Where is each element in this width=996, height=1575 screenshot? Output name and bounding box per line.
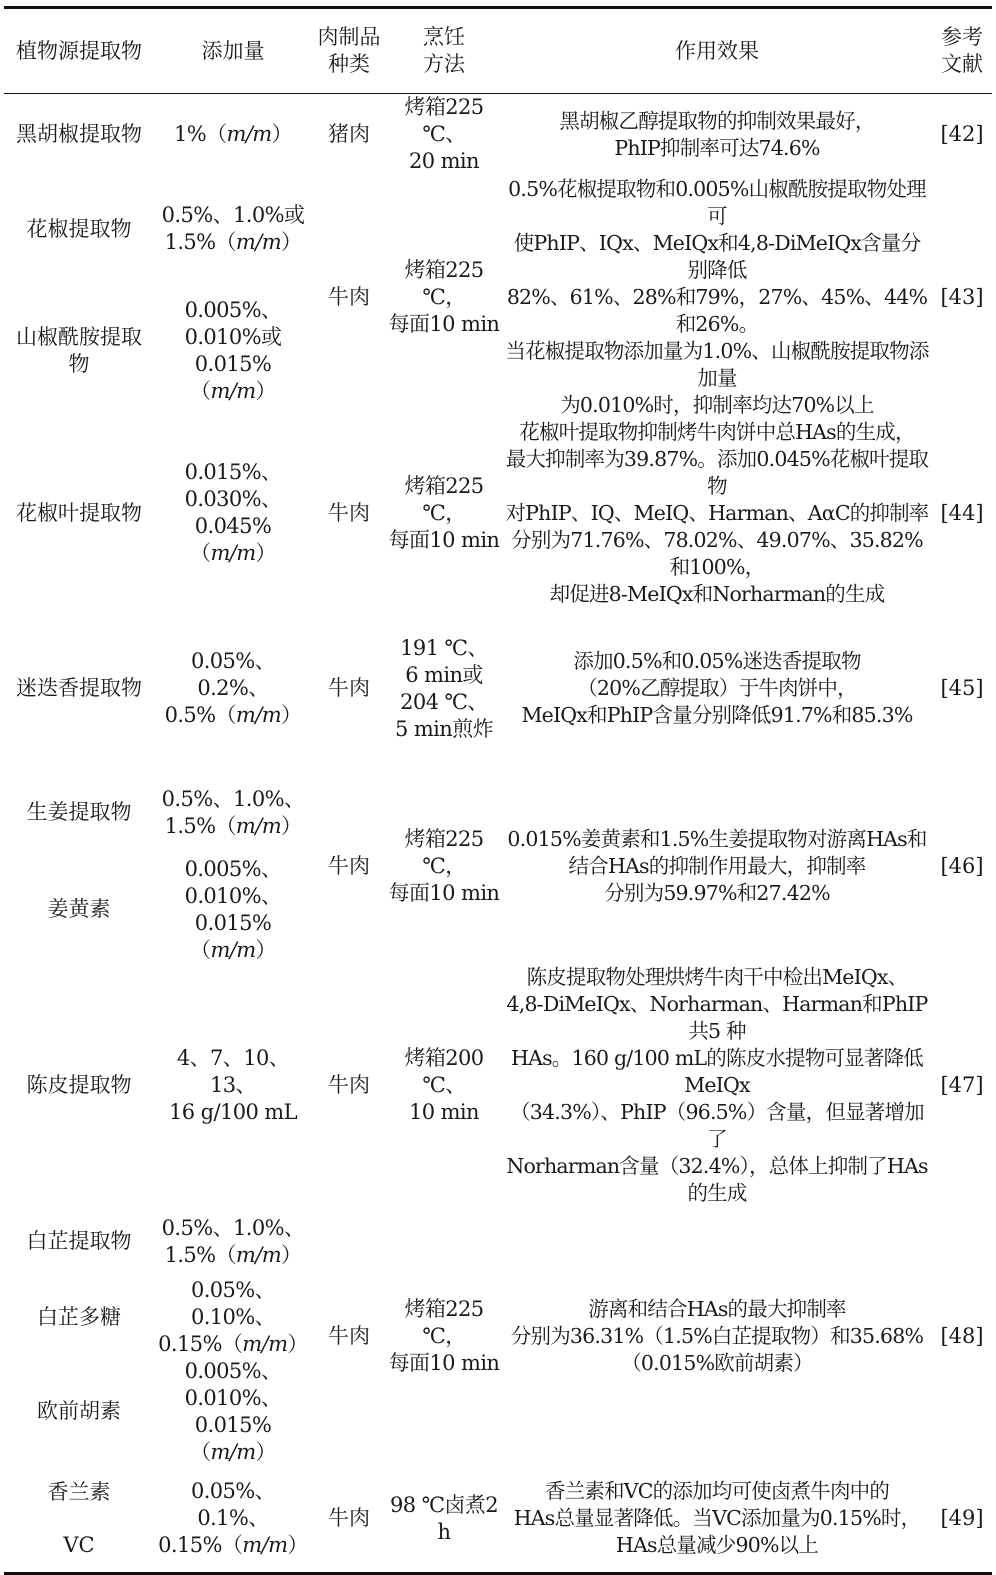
amount-cell [154, 176, 312, 284]
ref-cell: [44] [940, 500, 984, 525]
text-line: 4、7、10、13、 [176, 1045, 290, 1097]
cooking-cell [386, 964, 502, 1207]
text-line: HAs。160 g/100 mL的陈皮水提物可显著降低MeIQx [511, 1045, 923, 1097]
text-line: 0.5%花椒提取物和0.005%山椒酰胺提取物处理可 [508, 176, 926, 228]
effect-cell [502, 770, 932, 964]
cooking-cell [386, 176, 502, 419]
text-line: 1%（m/m） [173, 122, 293, 147]
text-line: 0.015%姜黄素和1.5%生姜提取物对游离HAs和 [507, 827, 927, 851]
text-line: HAs总量显著降低。当VC添加量为0.15%时， [513, 1506, 921, 1531]
amount-cell [154, 964, 312, 1207]
text-line: 204 ℃、 [400, 689, 488, 714]
effect-cell [502, 1466, 932, 1574]
text-line: 添加0.5%和0.05%迷迭香提取物 [573, 649, 861, 673]
text-line: 烤箱225 ℃、 [404, 95, 484, 147]
ref-cell: [45] [940, 676, 984, 700]
meat-cell: 牛肉 [328, 676, 370, 700]
effect-cell [502, 419, 932, 608]
text-line: 每面10 min [388, 1350, 500, 1375]
text-line: （0.015%欧前胡素） [621, 1350, 813, 1375]
amount-cell [154, 770, 312, 856]
amount-cell [154, 283, 312, 418]
text-line: 分别为59.97%和27.42% [604, 881, 830, 905]
header-cooking-line1: 烹饪 [423, 25, 465, 49]
extract-cell: 白芷提取物 [26, 1229, 132, 1253]
amount-cell [154, 94, 312, 176]
text-line: （20%乙醇提取）于牛肉饼中， [577, 676, 857, 700]
text-line: 使PhIP、IQx、MeIQx和4,8-DiMeIQx含量分别降低 [513, 230, 921, 282]
text-line: 烤箱200 ℃、 [404, 1045, 484, 1097]
header-row [4, 8, 992, 94]
text-line: 20 min [409, 149, 479, 174]
cooking-cell [386, 1207, 502, 1466]
extract-cell: 白芷多糖 [37, 1304, 121, 1329]
text-line: 0.5%、1.0%或 [161, 203, 305, 228]
header-meat-line2: 种类 [328, 52, 370, 76]
text-line: 每面10 min [388, 881, 500, 905]
cooking-cell [386, 608, 502, 770]
ref-cell: [48] [940, 1323, 984, 1348]
text-line: 分别为36.31%（1.5%白芷提取物）和35.68% [510, 1323, 924, 1348]
ref-cell: [46] [940, 854, 984, 878]
text-line: 0.015%（m/m） [190, 910, 276, 962]
meat-cell: 牛肉 [328, 1506, 370, 1531]
text-line: 0.015%（m/m） [190, 1412, 276, 1464]
text-line: 98 ℃卤煮2 h [389, 1492, 499, 1544]
text-line: 0.05%、0.1%、 [190, 1479, 276, 1531]
table-row [4, 176, 992, 284]
text-line: 0.015%、0.030%、 [184, 460, 282, 511]
text-line: 0.005%、0.010%、 [184, 856, 282, 908]
text-line: 0.5%（m/m） [164, 703, 302, 727]
text-line: 却促进8-MeIQx和Norharman的生成 [549, 581, 885, 606]
text-line: 0.015%（m/m） [190, 351, 276, 403]
meat-cell: 牛肉 [328, 1072, 370, 1097]
table-row [4, 1207, 992, 1277]
meat-cell: 猪肉 [328, 122, 370, 147]
header-ref-line1: 参考 [941, 25, 983, 49]
extract-cell: 欧前胡素 [37, 1399, 121, 1423]
text-line: HAs总量减少90%以上 [615, 1533, 819, 1558]
meat-cell: 牛肉 [328, 284, 370, 309]
text-line: 烤箱225 ℃， [404, 473, 484, 525]
extract-cell: 生姜提取物 [26, 800, 132, 824]
text-line: MeIQx和PhIP含量分别降低91.7%和85.3% [521, 703, 913, 727]
header-cooking [386, 8, 502, 94]
table-row [4, 964, 992, 1207]
text-line: 1.5%（m/m） [164, 813, 302, 838]
effect-cell [502, 1207, 932, 1466]
amount-cell [154, 1358, 312, 1466]
amount-cell [154, 419, 312, 608]
text-line: 0.005%、0.010%或 [184, 297, 282, 349]
table-header [4, 8, 992, 94]
text-line: 每面10 min [388, 527, 500, 552]
effect-cell [502, 964, 932, 1207]
meat-cell: 牛肉 [328, 1323, 370, 1348]
header-amount: 添加量 [201, 38, 265, 63]
effect-cell [502, 176, 932, 419]
header-meat [312, 8, 386, 94]
table-row [4, 608, 992, 770]
text-line: 6 min或 [405, 662, 483, 687]
effect-cell [502, 608, 932, 770]
text-line: 花椒叶提取物抑制烤牛肉饼中总HAs的生成， [519, 419, 915, 444]
ref-cell: [43] [940, 284, 984, 309]
text-line: 0.05%、0.2%、 [190, 649, 276, 700]
text-line: 陈皮提取物处理烘烤牛肉干中检出MeIQx、 [526, 964, 908, 989]
extract-cell: 姜黄素 [47, 897, 111, 921]
text-line: 82%、61%、28%和79%，27%、45%、44%和26%。 [506, 284, 928, 336]
extract-cell: 黑胡椒提取物 [16, 122, 142, 147]
ref-cell: [49] [940, 1506, 984, 1531]
extract-cell: 花椒提取物 [26, 216, 132, 241]
text-line: 0.005%、0.010%、 [184, 1358, 282, 1410]
text-line: 烤箱225 ℃， [404, 827, 484, 878]
header-extract: 植物源提取物 [16, 38, 142, 63]
text-line: 烤箱225 ℃， [404, 1296, 484, 1348]
extract-table [4, 6, 992, 1575]
ref-cell: [42] [940, 122, 984, 147]
table-row [4, 94, 992, 176]
effect-cell [502, 94, 932, 176]
text-line: 为0.010%时，抑制率均达70%以上 [560, 392, 874, 417]
text-line: 1.5%（m/m） [164, 1242, 302, 1267]
text-line: （34.3%）、PhIP（96.5%）含量，但显著增加了 [510, 1099, 924, 1151]
meat-cell: 牛肉 [328, 854, 370, 878]
extract-cell: 山椒酰胺提取物 [16, 324, 142, 376]
table-row [4, 419, 992, 608]
header-effect: 作用效果 [675, 38, 759, 63]
header-ref [932, 8, 992, 94]
amount-cell [154, 608, 312, 770]
extract-cell: 陈皮提取物 [26, 1072, 132, 1097]
table-row [4, 1466, 992, 1520]
text-line: 香兰素和VC的添加均可使卤煮牛肉中的 [544, 1479, 890, 1504]
text-line: 每面10 min [388, 311, 500, 336]
meat-cell: 牛肉 [328, 500, 370, 525]
text-line: 最大抑制率为39.87%。添加0.045%花椒叶提取物 [505, 446, 929, 498]
text-line: 1.5%（m/m） [164, 230, 302, 255]
amount-cell [154, 1207, 312, 1277]
amount-cell [154, 856, 312, 964]
text-line: 16 g/100 mL [169, 1099, 297, 1124]
text-line: 0.15%（m/m） [158, 1331, 308, 1356]
cooking-cell [386, 770, 502, 964]
cooking-cell [386, 1466, 502, 1574]
header-meat-line1: 肉制品 [317, 25, 381, 49]
extract-cell: 香兰素 [47, 1480, 111, 1504]
text-line: 游离和结合HAs的最大抑制率 [588, 1296, 846, 1321]
text-line: 10 min [409, 1099, 479, 1124]
cooking-cell [386, 419, 502, 608]
text-line: 分别为71.76%、78.02%、49.07%、35.82%和100%， [511, 527, 923, 579]
text-line: PhIP抑制率可达74.6% [614, 135, 820, 160]
text-line: Norharman含量（32.4%），总体上抑制了HAs的生成 [506, 1153, 928, 1205]
text-line: 0.045%（m/m） [190, 514, 276, 565]
header-ref-line2: 文献 [941, 52, 983, 76]
amount-cell [154, 1277, 312, 1358]
table-body [4, 94, 992, 1574]
text-line: 4,8-DiMeIQx、Norharman、Harman和PhIP共5 种 [506, 991, 928, 1043]
cooking-cell [386, 94, 502, 176]
table-row [4, 770, 992, 856]
extract-cell: VC [63, 1533, 95, 1558]
extract-cell: 花椒叶提取物 [16, 500, 142, 525]
header-cooking-line2: 方法 [423, 52, 465, 76]
text-line: 0.5%、1.0%、 [161, 1215, 305, 1240]
text-line: 黑胡椒乙醇提取物的抑制效果最好， [559, 108, 875, 133]
text-line: 0.15%（m/m） [158, 1533, 308, 1558]
extract-cell: 迷迭香提取物 [16, 676, 142, 700]
text-line: 5 min煎炸 [395, 716, 493, 741]
amount-cell [154, 1466, 312, 1574]
text-line: 0.5%、1.0%、 [161, 786, 305, 811]
text-line: 当花椒提取物添加量为1.0%、山椒酰胺提取物添加量 [505, 338, 929, 390]
text-line: 191 ℃、 [400, 635, 488, 660]
text-line: 结合HAs的抑制作用最大，抑制率 [568, 854, 866, 878]
text-line: 对PhIP、IQ、MeIQ、Harman、AαC的抑制率 [505, 500, 929, 525]
text-line: 烤箱225 ℃， [404, 257, 484, 309]
ref-cell: [47] [940, 1072, 984, 1097]
text-line: 0.05%、0.10%、 [190, 1277, 276, 1329]
